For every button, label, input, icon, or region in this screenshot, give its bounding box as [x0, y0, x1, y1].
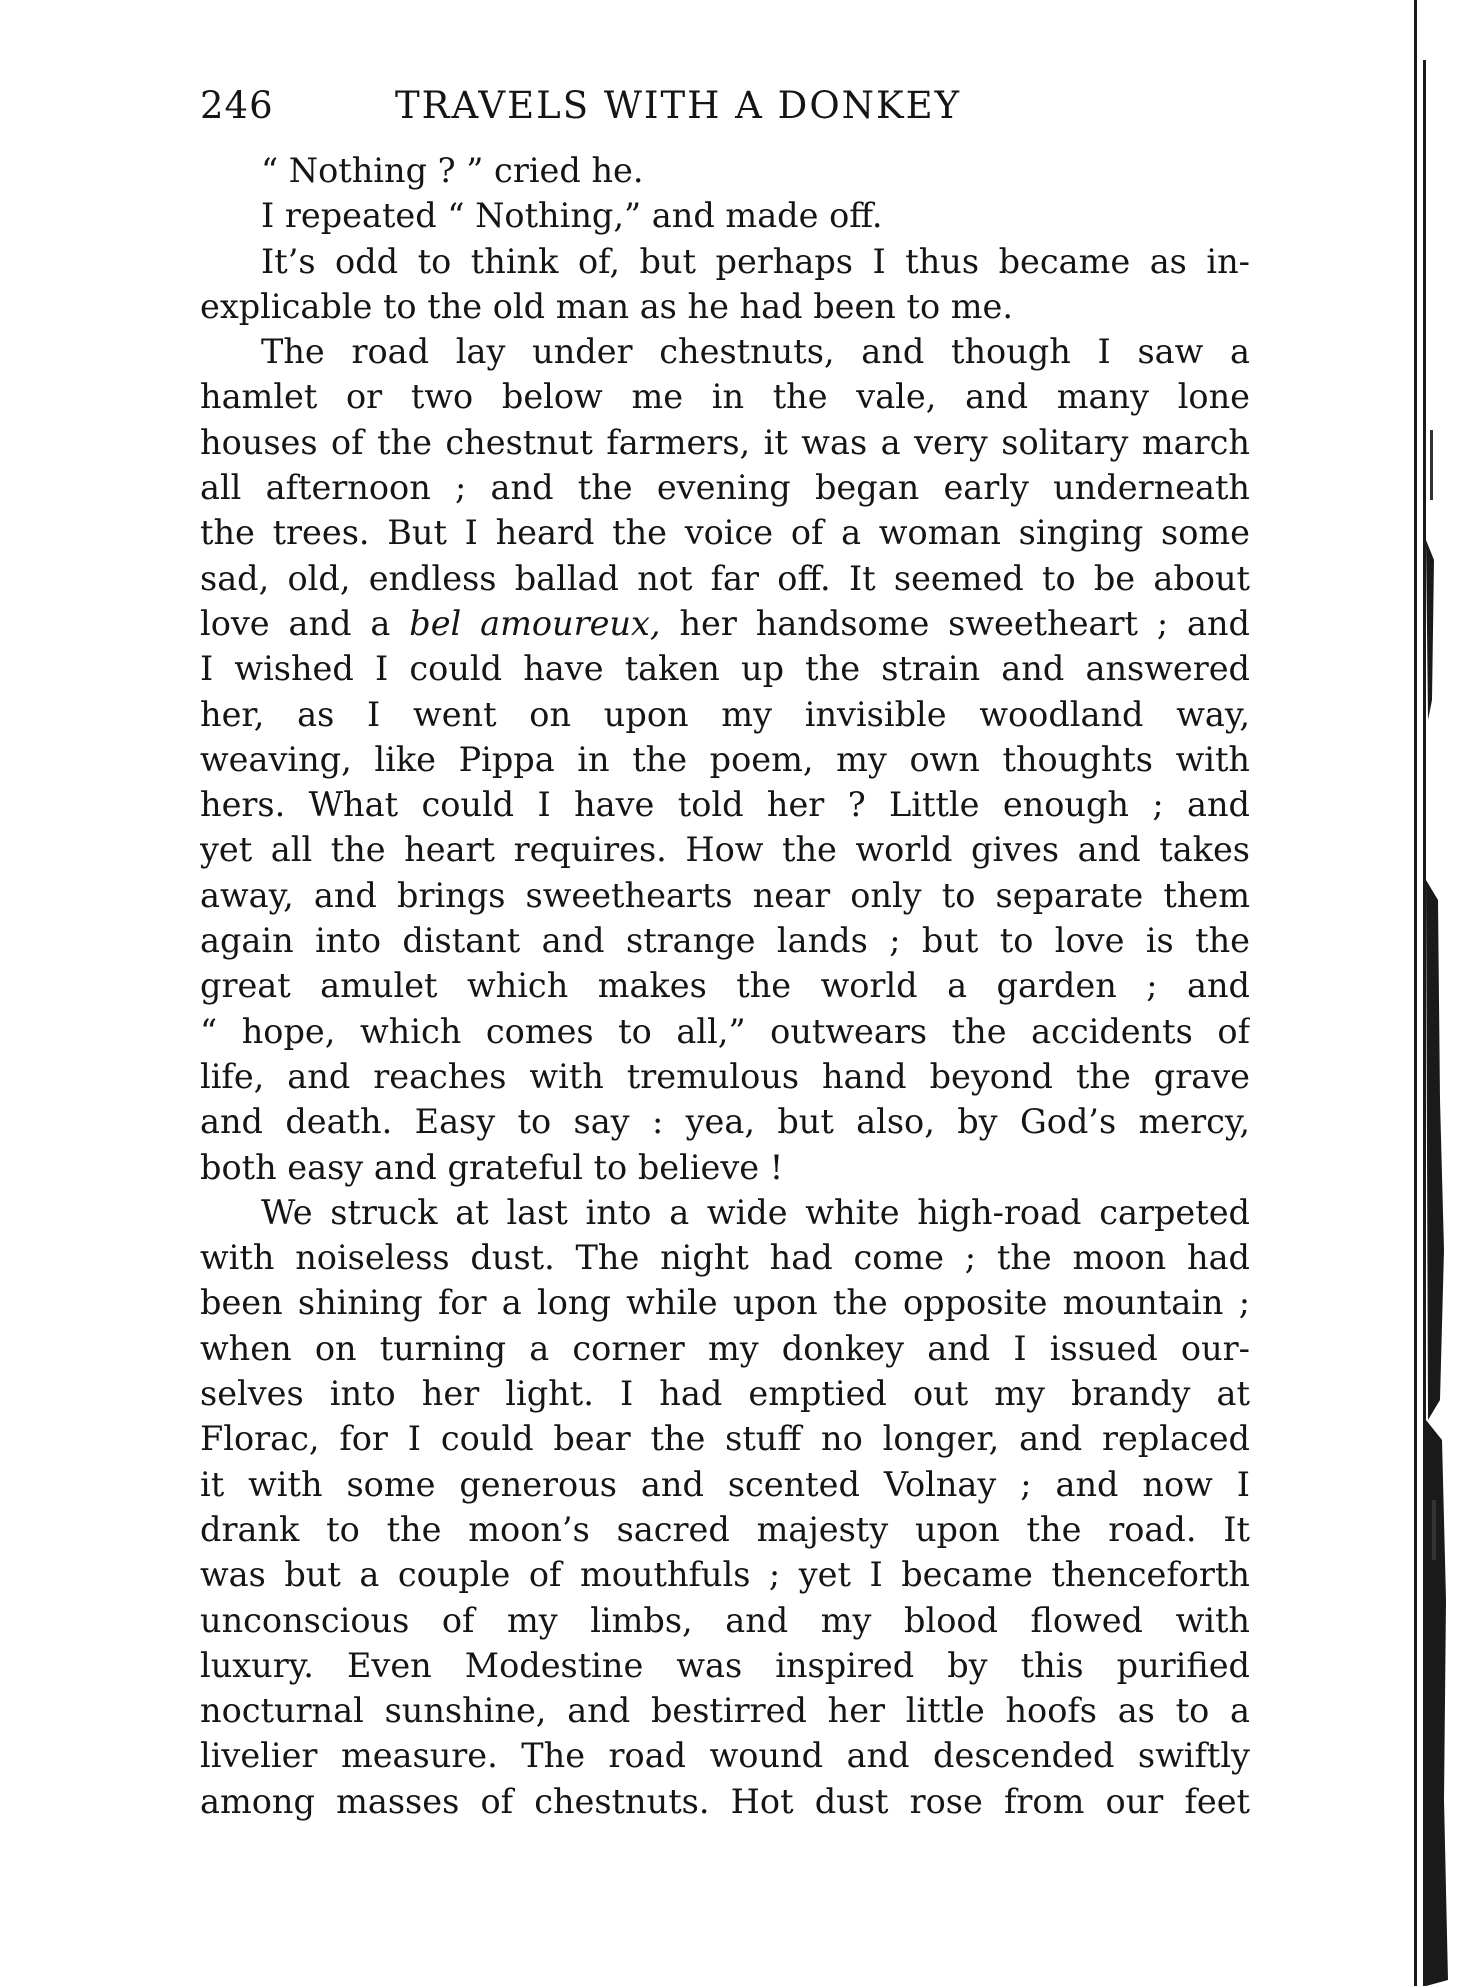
text-line: drank to the moon’s sacred majesty upon the road. It	[200, 1509, 1250, 1549]
text-line: great amulet which makes the world a garden ; and	[200, 966, 1250, 1006]
text-line: selves into her light. I had emptied out my brandy at	[200, 1374, 1250, 1414]
binding-edge	[1414, 0, 1462, 1986]
text-line: was but a couple of mouthfuls ; yet I became thenceforth	[200, 1555, 1250, 1595]
text-line: and death. Easy to say : yea, but also, by God’s mercy,	[200, 1102, 1250, 1142]
text-line: both easy and grateful to believe !	[200, 1147, 784, 1187]
running-title: TRAVELS WITH A DONKEY	[395, 84, 962, 127]
binding-shadow	[1432, 1500, 1436, 1560]
binding-shadow	[1430, 430, 1433, 500]
body-text	[200, 148, 1250, 1824]
text-line: all afternoon ; and the evening began early underneath	[200, 468, 1250, 508]
text-line: again into distant and strange lands ; but to love is the	[200, 921, 1250, 961]
text-line: life, and reaches with tremulous hand beyond the grave	[200, 1056, 1250, 1096]
text-line: when on turning a corner my donkey and I issued our-	[200, 1328, 1250, 1368]
text-line: among masses of chestnuts. Hot dust rose from our feet	[200, 1781, 1250, 1821]
text-line: “ Nothing ? ” cried he.	[261, 151, 644, 190]
page-number: 246	[200, 84, 274, 127]
text-line: “ hope, which comes to all,” outwears the accidents of	[200, 1011, 1250, 1051]
text-line: it with some generous and scented Volnay ; and now I	[200, 1464, 1250, 1504]
text-fragment: love and a	[200, 603, 391, 643]
running-head	[200, 84, 1080, 136]
text-line: I repeated “ Nothing,” and made off.	[261, 196, 883, 236]
text-line: nocturnal sunshine, and bestirred her little hoofs as to a	[200, 1691, 1250, 1731]
text-line: Florac, for I could bear the stuff no longer, and replaced	[200, 1419, 1250, 1459]
text-line: hers. What could I have told her ? Little enough ; and	[200, 785, 1250, 825]
text-line: been shining for a long while upon the opposite mountain ;	[200, 1283, 1250, 1323]
text-fragment: her handsome sweetheart ; and	[679, 603, 1250, 643]
binding-shadow	[1414, 0, 1417, 1986]
text-line: I wished I could have taken up the strain and answered	[200, 649, 1250, 689]
text-line: livelier measure. The road wound and descended swiftly	[200, 1736, 1250, 1776]
text-line: We struck at last into a wide white high-road carpeted	[261, 1192, 1250, 1232]
text-line: sad, old, endless ballad not far off. It seemed to be about	[200, 558, 1250, 598]
text-line: luxury. Even Modestine was inspired by this purified	[200, 1645, 1250, 1685]
text-line: It’s odd to think of, but perhaps I thus became as in-	[261, 241, 1250, 281]
text-line: weaving, like Pippa in the poem, my own thoughts with	[200, 739, 1250, 779]
text-line: away, and brings sweethearts near only to separate them	[200, 875, 1250, 915]
text-line	[200, 601, 1250, 646]
text-line: explicable to the old man as he had been to me.	[200, 286, 1014, 326]
binding-shadow	[1423, 60, 1426, 1986]
text-line: houses of the chestnut farmers, it was a very solitary march	[200, 422, 1250, 462]
binding-shadow	[1426, 880, 1444, 1420]
text-line: her, as I went on upon my invisible woodland way,	[200, 694, 1250, 734]
text-line: the trees. But I heard the voice of a woman singing some	[200, 513, 1250, 553]
text-line: unconscious of my limbs, and my blood flowed with	[200, 1600, 1250, 1640]
italic-phrase: bel amoureux,	[409, 603, 661, 643]
binding-shadow	[1426, 540, 1434, 720]
text-line: yet all the heart requires. How the world gives and takes	[200, 830, 1250, 870]
binding-shadow	[1426, 1420, 1448, 1986]
text-line: The road lay under chestnuts, and though I saw a	[261, 332, 1250, 372]
text-line: with noiseless dust. The night had come ; the moon had	[200, 1238, 1250, 1278]
text-line: hamlet or two below me in the vale, and many lone	[200, 377, 1250, 417]
